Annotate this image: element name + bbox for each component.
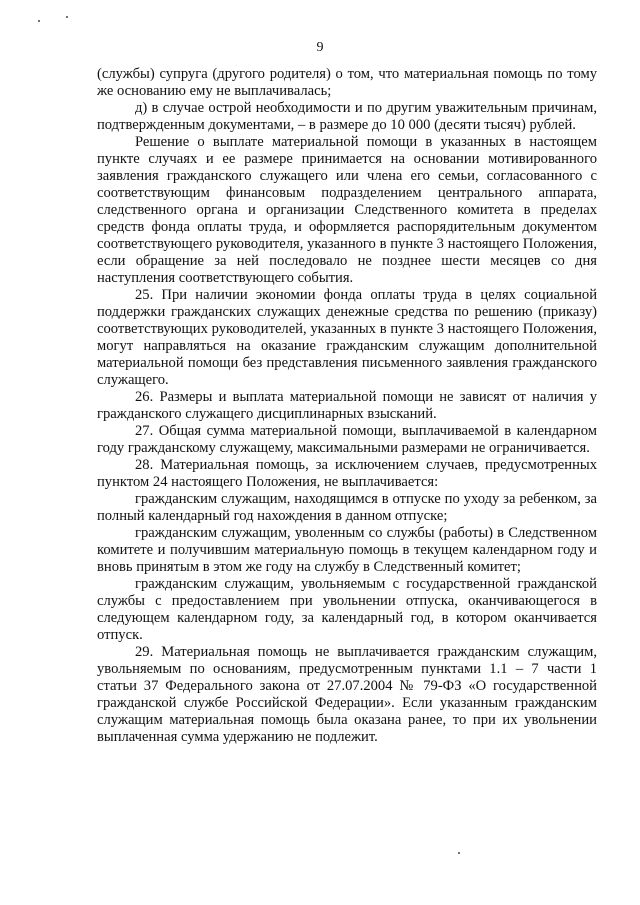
paragraph-27: 27. Общая сумма материальной помощи, выплачиваемой в календарном году гражданскому служащему, максимальными размерами не ограничивается. [97, 423, 597, 456]
paragraph-continuation: (службы) супруга (другого родителя) о том, что материальная помощь по тому же основанию ему не выплачивалась; [97, 66, 597, 99]
scan-speck [66, 16, 68, 18]
paragraph-29: 29. Материальная помощь не выплачивается гражданским служащим, увольняемым по основаниям, предусмотренным пунктами 1.1 – 7 части 1 статьи 37 Федерального закона от 27.07.2004 № 79-ФЗ «О государственной гражданской службе Российской Федерации». Если указанным гражданским служащим материальная помощь была оказана ранее, то при их увольнении выплаченная сумма удержанию не подлежит. [97, 644, 597, 745]
page-number: 9 [316, 40, 324, 55]
paragraph-decision: Решение о выплате материальной помощи в указанных в настоящем пункте случаях и ее размере принимается на основании мотивированного заявления гражданского служащего или члена его семьи, согласованного с соответствующим финансовым подразделением центрального аппарата, следственного органа и организации Следственного комитета в пределах средств фонда оплаты труда, и оформляется распорядительным документом соответствующего руководителя, указанного в пункте 3 настоящего Положения, если обращение за ней последовало не позднее шести месяцев со дня наступления соответствующего события. [97, 134, 597, 286]
paragraph-28: 28. Материальная помощь, за исключением случаев, предусмотренных пунктом 24 настоящего Положения, не выплачивается: [97, 457, 597, 490]
paragraph-28-item-1: гражданским служащим, находящимся в отпуске по уходу за ребенком, за полный календарный год нахождения в данном отпуске; [97, 491, 597, 524]
paragraph-28-item-3: гражданским служащим, увольняемым с государственной гражданской службы с предоставлением при увольнении отпуска, оканчивающегося в следующем календарном году, за календарный год, в котором оканчивается отпуск. [97, 576, 597, 643]
paragraph-28-item-2: гражданским служащим, уволенным со службы (работы) в Следственном комитете и получившим материальную помощь в текущем календарном году и вновь принятым в этом же году на службу в Следственный комитет; [97, 525, 597, 575]
scan-speck [458, 852, 460, 854]
scan-speck [38, 20, 40, 22]
paragraph-item-d: д) в случае острой необходимости и по другим уважительным причинам, подтвержденным документами, – в размере до 10 000 (десяти тысяч) рублей. [97, 100, 597, 133]
document-body [97, 66, 597, 746]
paragraph-25: 25. При наличии экономии фонда оплаты труда в целях социальной поддержки гражданских служащих денежные средства по решению (приказу) соответствующих руководителей, указанных в пункте 3 настоящего Положения, могут направляться на оказание гражданским служащим дополнительной материальной помощи без представления письменного заявления гражданского служащего. [97, 287, 597, 388]
paragraph-26: 26. Размеры и выплата материальной помощи не зависят от наличия у гражданского служащего дисциплинарных взысканий. [97, 389, 597, 422]
